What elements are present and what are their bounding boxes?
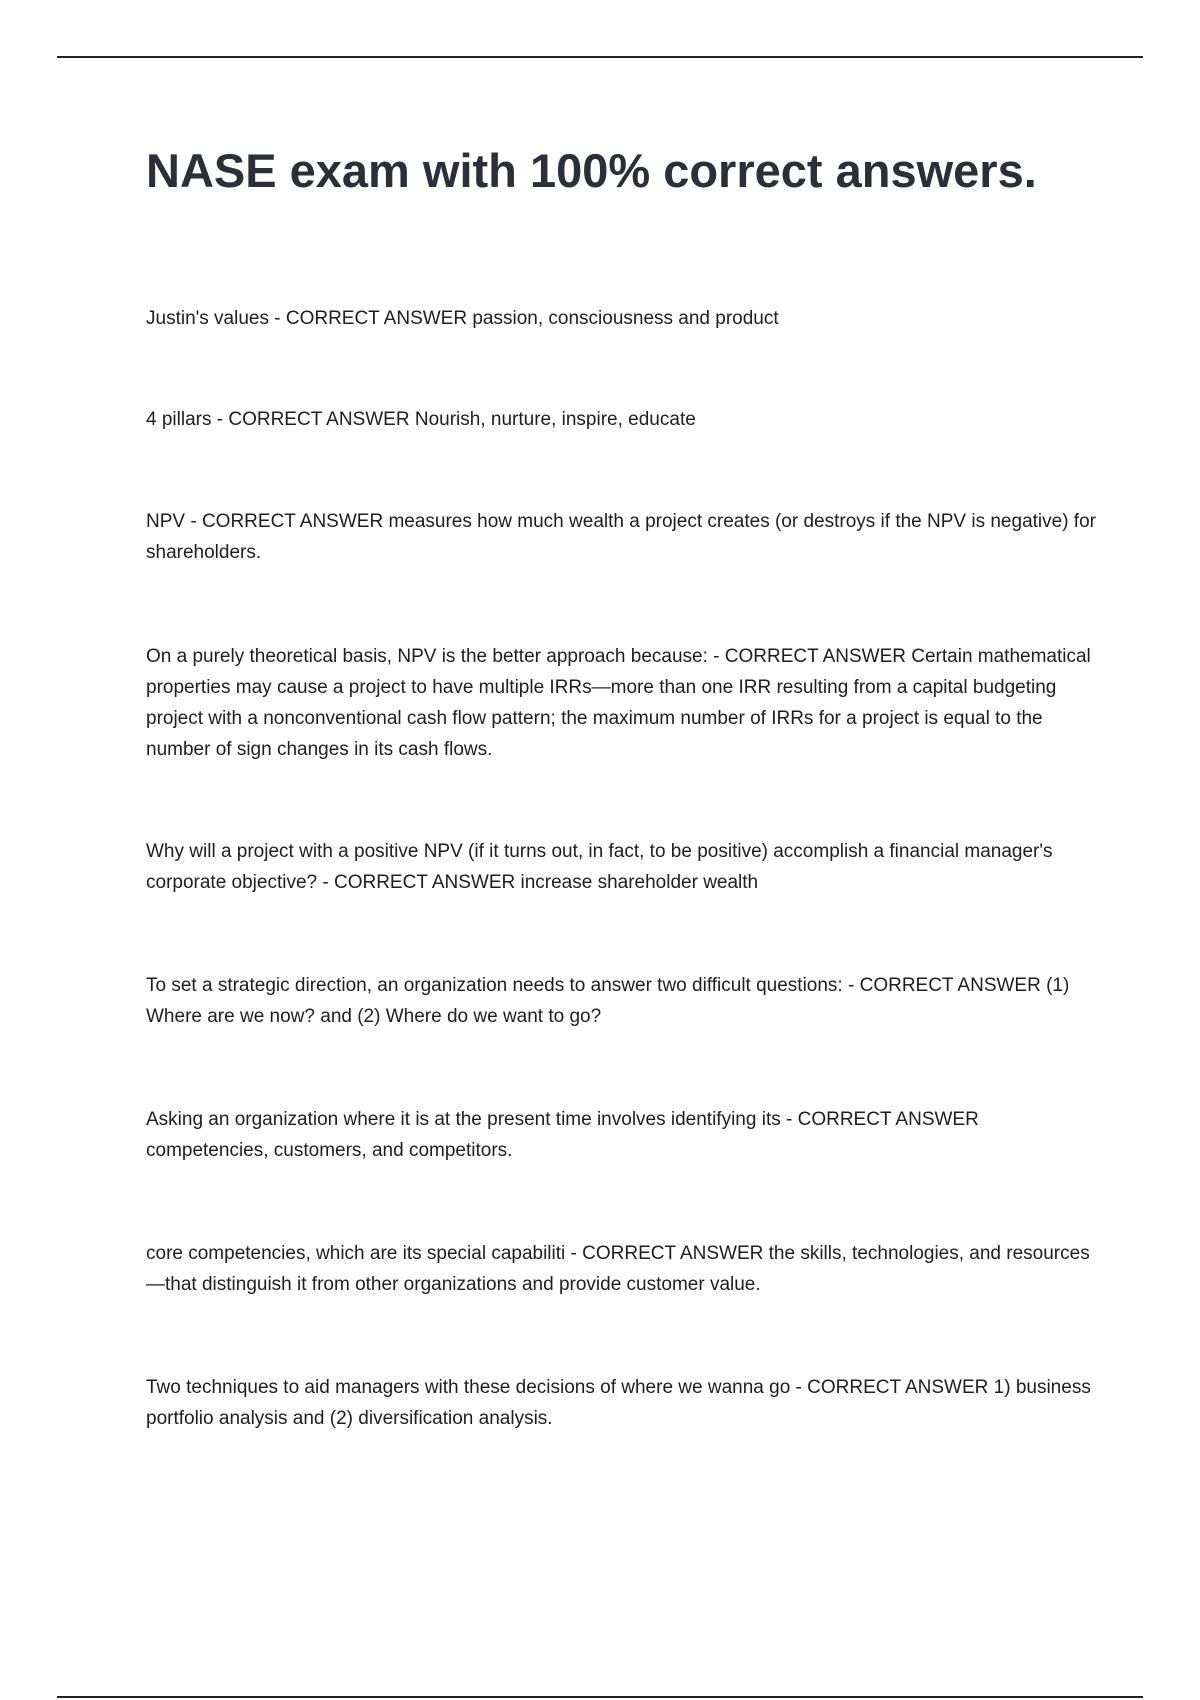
qa-item: NPV - CORRECT ANSWER measures how much wealth a project creates (or destroys if the NPV is negative) for shareholders. xyxy=(146,511,1096,563)
qa-item: 4 pillars - CORRECT ANSWER Nourish, nurture, inspire, educate xyxy=(146,409,696,430)
qa-item: Asking an organization where it is at the present time involves identifying its - CORRECT ANSWER competencies, customers, and competitors. xyxy=(146,1109,979,1161)
qa-item: On a purely theoretical basis, NPV is the better approach because: - CORRECT ANSWER Certain mathematical properties may cause a project to have multiple IRRs—more than one IRR resulting from a capital budgeting project with a nonconventional cash flow pattern; the maximum number of IRRs for a project is equal to the number of sign changes in its cash flows. xyxy=(146,646,1091,760)
qa-item: core competencies, which are its special capabiliti - CORRECT ANSWER the skills, technologies, and resources—that distinguish it from other organizations and provide customer value. xyxy=(146,1243,1090,1295)
qa-item: To set a strategic direction, an organization needs to answer two difficult questions: - CORRECT ANSWER (1) Where are we now? and (2) Where do we want to go? xyxy=(146,975,1070,1027)
document-title: NASE exam with 100% correct answers. xyxy=(146,144,1037,197)
top-rule xyxy=(57,56,1143,58)
qa-item: Two techniques to aid managers with these decisions of where we wanna go - CORRECT ANSWER 1) business portfolio analysis and (2) diversification analysis. xyxy=(146,1377,1091,1429)
bottom-rule xyxy=(57,1696,1143,1698)
qa-item: Justin's values - CORRECT ANSWER passion, consciousness and product xyxy=(146,308,779,329)
qa-item: Why will a project with a positive NPV (if it turns out, in fact, to be positive) accomplish a financial manager's corporate objective? - CORRECT ANSWER increase shareholder wealth xyxy=(146,841,1053,893)
